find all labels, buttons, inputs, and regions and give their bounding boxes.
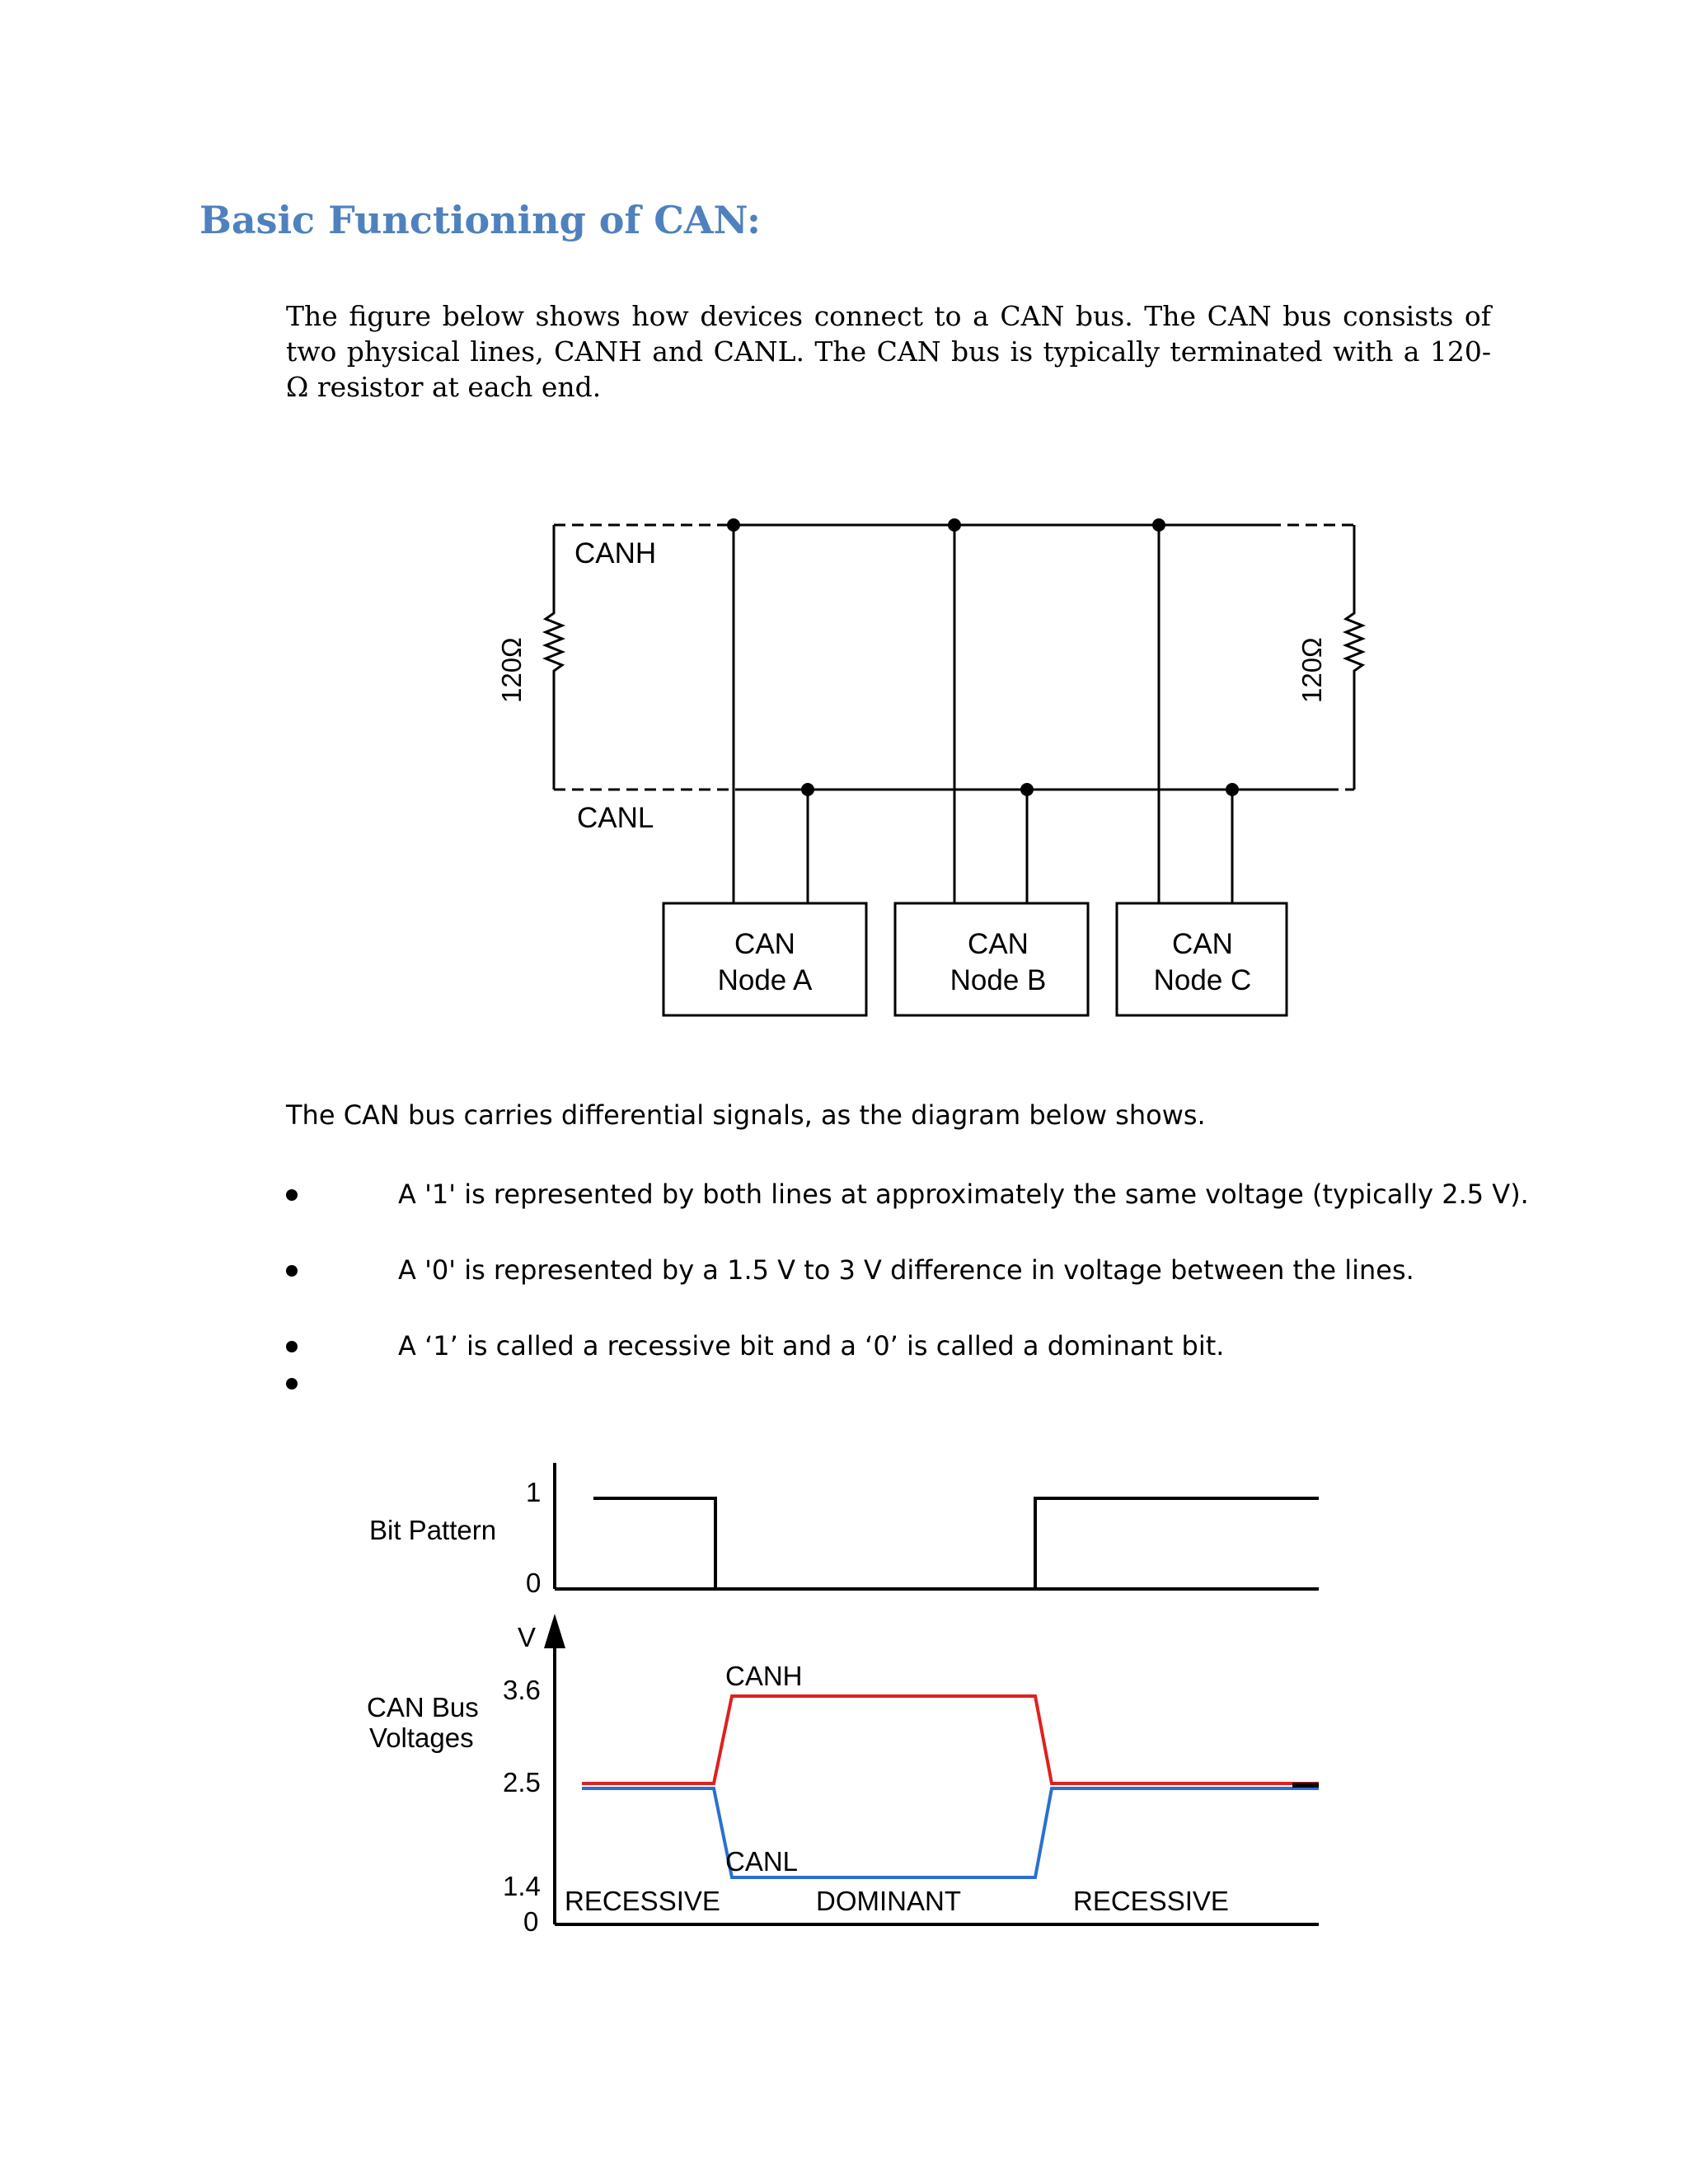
node-a-line1: CAN — [734, 928, 795, 960]
bullet-item: A '1' is represented by both lines at approximately the same voltage (typically 2.5 V). — [398, 1179, 1529, 1210]
region-recessive-2: RECESSIVE — [1073, 1886, 1229, 1916]
v-tick-2-5: 2.5 — [503, 1767, 541, 1797]
node-a-line2: Node A — [717, 964, 813, 996]
voltage-label-line1: CAN Bus — [367, 1692, 479, 1722]
canh-trace-label: CANH — [725, 1661, 803, 1691]
resistor-right-label: 120Ω — [1296, 637, 1327, 703]
can-bus-diagram — [462, 494, 1393, 1038]
region-dominant: DOMINANT — [816, 1886, 961, 1916]
canh-label: CANH — [574, 537, 657, 569]
voltage-label-line2: Voltages — [369, 1722, 474, 1753]
node-b-line1: CAN — [968, 928, 1029, 960]
bullet-dot — [286, 1341, 298, 1352]
canl-label: CANL — [577, 802, 654, 834]
bullet-dot — [286, 1378, 298, 1390]
bit-pattern-label: Bit Pattern — [369, 1515, 497, 1545]
v-tick-3-6: 3.6 — [503, 1675, 541, 1705]
bullet-item: A '0' is represented by a 1.5 V to 3 V difference in voltage between the lines. — [398, 1254, 1414, 1286]
node-b-line2: Node B — [950, 964, 1047, 996]
signal-diagram — [354, 1451, 1343, 1945]
region-recessive-1: RECESSIVE — [565, 1886, 720, 1916]
differential-paragraph: The CAN bus carries differential signals, as the diagram below shows. — [286, 1099, 1206, 1131]
canl-trace — [582, 1788, 1319, 1877]
bullet-item: A ‘1’ is called a recessive bit and a ‘0’ is called a dominant bit. — [398, 1330, 1225, 1361]
node-c-line1: CAN — [1172, 928, 1233, 960]
v-axis-label: V — [518, 1622, 537, 1652]
canl-trace-label: CANL — [725, 1846, 799, 1877]
bullet-dot — [286, 1189, 298, 1201]
resistor-left-label: 120Ω — [496, 637, 527, 703]
page-heading: Basic Functioning of CAN: — [199, 198, 761, 242]
bit-tick-1: 1 — [526, 1477, 542, 1507]
v-axis-arrow — [544, 1614, 565, 1648]
v-tick-0: 0 — [523, 1906, 539, 1937]
canh-trace — [582, 1696, 1319, 1783]
v-tick-1-4: 1.4 — [503, 1871, 541, 1901]
bullet-dot — [286, 1265, 298, 1277]
intro-paragraph: The figure below shows how devices connect to a CAN bus. The CAN bus consists of two physical lines, CANH and CANL. The CAN bus is typically terminated with a 120-Ω resistor at each end. — [286, 300, 1491, 403]
node-c-line2: Node C — [1153, 964, 1252, 996]
bit-tick-0: 0 — [526, 1568, 542, 1598]
